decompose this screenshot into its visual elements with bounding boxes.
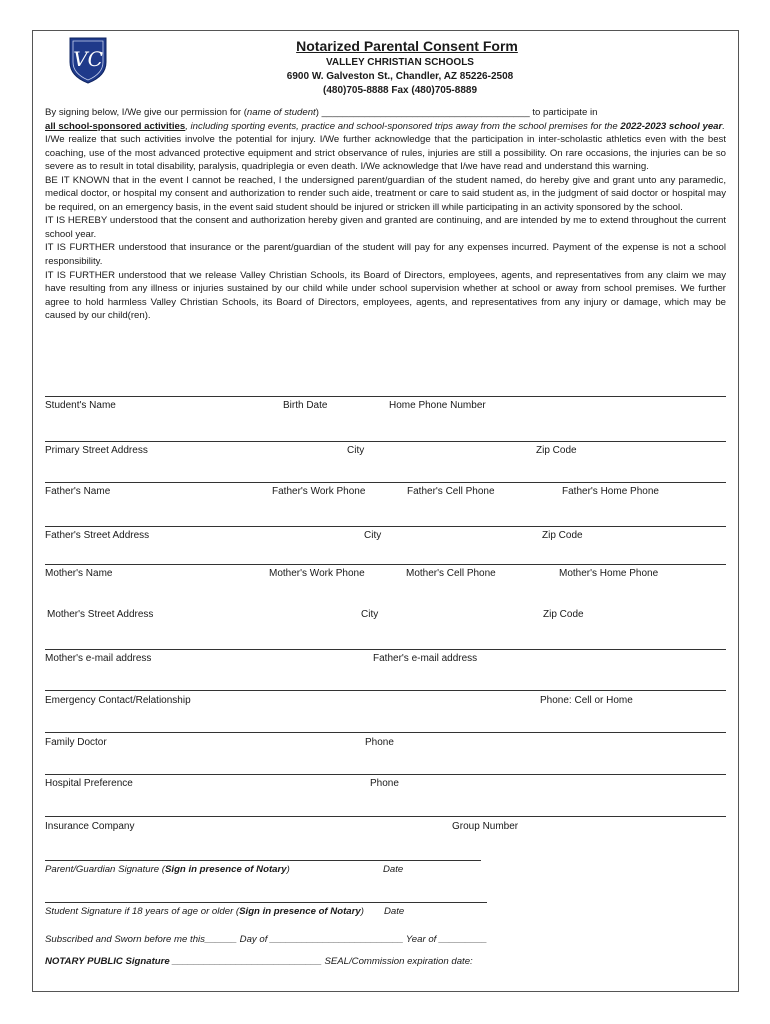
form-title: Notarized Parental Consent Form [296,38,518,54]
mother-cell-phone-label: Mother's Cell Phone [406,568,496,579]
school-name: VALLEY CHRISTIAN SCHOOLS [326,57,474,68]
group-number-label: Group Number [452,821,519,832]
student-signature-label: Student Signature if 18 years of age or older (Sign in presence of Notary) [45,906,364,917]
student-name-label: Student's Name [45,400,116,411]
hospital-phone-label: Phone [370,778,399,789]
student-date-label: Date [384,906,405,917]
subscribed-sworn-line: Subscribed and Sworn before me this______ Day of _________________________ Year of _________ [45,934,488,945]
father-info-line[interactable] [45,482,726,483]
mother-email-label: Mother's e-mail address [45,653,152,664]
consent-paragraph-risk: I/We realize that such activities involve the potential for injury. I/We further acknowledge that the participation in inter-scholastic athletics even with the best coaching, use of the most advanced protective equipment and strict observance of rules, injuries are still a possibility. On rare occasions, the injuries can be so severe as to result in total disability, paralysis, quadriplegia or even death. I/We acknowledge that I/we have read and understand this warning. [45,134,726,173]
student-signature-line[interactable] [45,902,487,903]
father-work-phone-label: Father's Work Phone [272,486,366,497]
birth-date-label: Birth Date [283,400,328,411]
mother-name-label: Mother's Name [45,568,113,579]
father-zip-label: Zip Code [542,530,583,541]
father-home-phone-label: Father's Home Phone [562,486,659,497]
hospital-line[interactable] [45,774,726,775]
home-phone-label: Home Phone Number [389,400,486,411]
parent-date-label: Date [383,864,404,875]
consent-paragraph-release: IT IS FURTHER understood that we release Valley Christian Schools, its Board of Directors, employees, agents, and representatives from any claim we may have resulting from any illness or injuries sustained by our child while under school supervision whether at school or away from school premises. We further agree to hold harmless Valley Christian Schools, its Board of Directors, employees, agents, and representatives from any injury or damage, which may be caused by our child(ren). [45,269,726,322]
father-name-label: Father's Name [45,486,111,497]
emergency-phone-label: Phone: Cell or Home [540,695,633,706]
notary-public-label: NOTARY PUBLIC Signature [45,956,170,967]
mother-home-phone-label: Mother's Home Phone [559,568,659,579]
insurance-company-label: Insurance Company [45,821,135,832]
school-year: 2022-2023 school year [620,120,723,132]
student-info-line[interactable] [45,396,726,397]
family-doctor-label: Family Doctor [45,737,107,748]
father-address-line[interactable] [45,526,726,527]
parent-signature-line[interactable] [45,860,481,861]
email-line[interactable] [45,649,726,650]
parent-signature-label: Parent/Guardian Signature (Sign in presence of Notary) [45,864,290,875]
primary-address-line[interactable] [45,441,726,442]
consent-paragraph-expenses: IT IS FURTHER understood that insurance or the parent/guardian of the student will pay for any expenses incurred. Payment of the expense is not a school responsibility. [45,242,726,268]
mother-info-line[interactable] [45,564,726,565]
activities-emphasis: all school-sponsored activities [45,120,186,132]
consent-text [45,106,726,323]
doctor-phone-label: Phone [365,737,394,748]
notary-signature-line: NOTARY PUBLIC Signature ____________________________ SEAL/Commission expiration date: [45,956,473,967]
family-doctor-line[interactable] [45,732,726,733]
mother-city-label: City [361,609,379,620]
primary-city-label: City [347,445,365,456]
primary-address-label: Primary Street Address [45,445,148,456]
father-cell-phone-label: Father's Cell Phone [407,486,495,497]
hospital-label: Hospital Preference [45,778,133,789]
school-phone-fax: (480)705-8888 Fax (480)705-8889 [323,85,477,96]
consent-paragraph-continuing: IT IS HEREBY understood that the consent and authorization hereby given and granted are continuing, and are intended by me to extend throughout the current school year. [45,215,726,240]
primary-zip-label: Zip Code [536,445,577,456]
consent-paragraph-permission: By signing below, I/We give our permission for (name of student) _______________________________________ to participate in all school-sponsored activities, including sporting events, practice and school-sponsored trips away from the school premises for the 2022-2023 school year. [45,107,725,132]
emergency-contact-label: Emergency Contact/Relationship [45,695,191,706]
mother-work-phone-label: Mother's Work Phone [269,568,365,579]
emergency-contact-line[interactable] [45,690,726,691]
insurance-line[interactable] [45,816,726,817]
consent-paragraph-medical: BE IT KNOWN that in the event I cannot be reached, I the undersigned parent/guardian of the student named, do hereby give and grant unto any paramedic, medical doctor, or hospital my consent and authorization to render such aide, treatment or care to said student as, in the judgment of said doctor or hospital may be required, on an emergency basis, in the event said student should be injured or stricken ill while participating in an activity sponsored by the school. [45,174,726,213]
school-address: 6900 W. Galveston St., Chandler, AZ 85226-2508 [286,71,514,82]
logo-monogram: VC [73,47,103,71]
father-city-label: City [364,530,382,541]
mother-address-label: Mother's Street Address [47,609,154,620]
mother-zip-label: Zip Code [543,609,584,620]
father-address-label: Father's Street Address [45,530,150,541]
father-email-label: Father's e-mail address [373,653,478,664]
